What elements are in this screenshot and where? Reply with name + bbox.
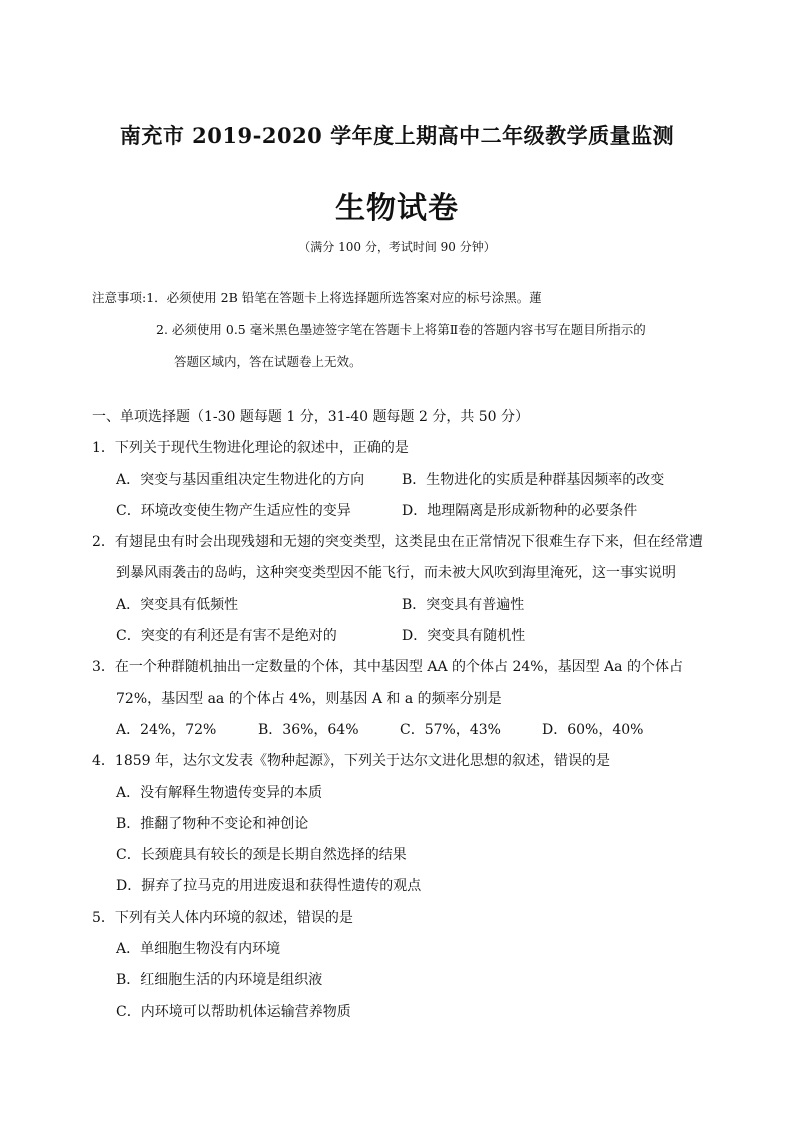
question-3-stem: 3．在一个种群随机抽出一定数量的个体，其中基因型 AA 的个体占 24%，基因型 Aa 的个体占 xyxy=(92,659,683,676)
question-3-option-b: B．36%，64% xyxy=(258,721,359,738)
question-1-options-row-2 xyxy=(92,496,722,527)
exam-subject: 生物试卷 xyxy=(335,191,459,226)
question-2-options-row-2 xyxy=(92,621,722,652)
exam-title: 南充市 2019-2020 学年度上期高中二年级教学质量监测 xyxy=(119,123,675,148)
question-1-option-d: D．地理隔离是形成新物种的必要条件 xyxy=(402,502,638,519)
question-4-option-a: A．没有解释生物遗传变异的本质 xyxy=(116,784,323,801)
question-4-option-b: B．推翻了物种不变论和神创论 xyxy=(116,815,309,832)
question-4-stem: 4．1859 年，达尔文发表《物种起源》，下列关于达尔文进化思想的叙述，错误的是 xyxy=(92,753,610,770)
question-2-option-b: B．突变具有普遍性 xyxy=(402,596,525,613)
question-3-option-a: A．24%，72% xyxy=(116,721,217,738)
question-1-option-a: A．突变与基因重组决定生物进化的方向 xyxy=(116,471,365,488)
question-5-option-c: C．内环境可以帮助机体运输营养物质 xyxy=(116,1003,351,1020)
question-2-option-d: D．突变具有随机性 xyxy=(402,628,526,645)
note-line-1: 注意事项:1．必须使用 2B 铅笔在答题卡上将选择题所选答案对应的标号涂黑。蓮 xyxy=(92,290,542,305)
note-line-3: 答题区域内，答在试题卷上无效。 xyxy=(174,354,362,369)
question-3-options xyxy=(92,715,722,746)
question-5-option-a: A．单细胞生物没有内环境 xyxy=(116,941,281,958)
section-heading: 一、单项选择题（1-30 题每题 1 分，31-40 题每题 2 分，共 50 分） xyxy=(92,409,530,425)
question-3-option-d: D．60%，40% xyxy=(542,721,644,738)
question-1-options-row-1 xyxy=(92,465,722,496)
question-3-stem-continued: 72%，基因型 aa 的个体占 4%，则基因 A 和 a 的频率分别是 xyxy=(116,690,502,707)
question-2-stem-continued: 到暴风雨袭击的岛屿，这种突变类型因不能飞行，而未被大风吹到海里淹死，这一事实说明 xyxy=(116,565,676,582)
question-1-option-c: C．环境改变使生物产生适应性的变异 xyxy=(116,502,351,519)
question-2-options-row-1 xyxy=(92,590,722,621)
exam-meta: （满分 100 分，考试时间 90 分钟） xyxy=(298,240,496,254)
note-line-2: 2. 必须使用 0.5 毫米黑色墨迹签字笔在答题卡上将第Ⅱ卷的答题内容书写在题目所指示的 xyxy=(156,322,646,337)
question-2-option-a: A．突变具有低频性 xyxy=(116,596,239,613)
question-2-stem: 2．有翅昆虫有时会出现残翅和无翅的突变类型，这类昆虫在正常情况下很难生存下来，但在经常遭 xyxy=(92,534,703,551)
question-1-stem: 1．下列关于现代生物进化理论的叙述中，正确的是 xyxy=(92,440,409,457)
question-section xyxy=(92,402,722,1028)
question-1-option-b: B．生物进化的实质是种群基因频率的改变 xyxy=(402,471,665,488)
question-4-option-d: D．摒弃了拉马克的用进废退和获得性遗传的观点 xyxy=(116,878,422,895)
question-2-option-c: C．突变的有利还是有害不是绝对的 xyxy=(116,628,337,645)
question-5-stem: 5．下列有关人体内环境的叙述，错误的是 xyxy=(92,909,353,926)
exam-notes xyxy=(92,282,722,378)
question-3-option-c: C．57%，43% xyxy=(400,721,501,738)
question-4-option-c: C．长颈鹿具有较长的颈是长期自然选择的结果 xyxy=(116,847,407,864)
question-5-option-b: B．红细胞生活的内环境是组织液 xyxy=(116,972,323,989)
